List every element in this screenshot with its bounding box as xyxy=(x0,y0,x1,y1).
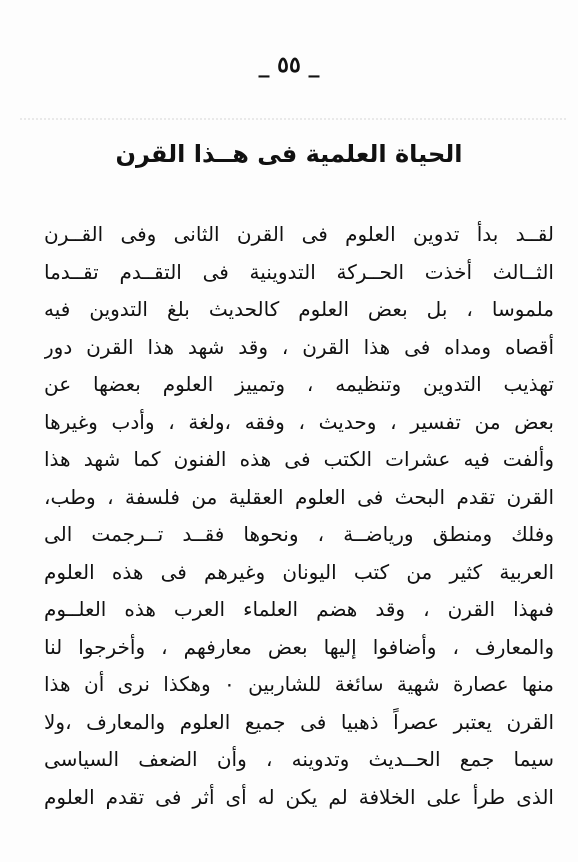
text-line: فىهذا القرن ، وقد هضم العلماء العرب هذه العلــوم xyxy=(44,597,554,621)
text-line: منها عصارة شهية سائغة للشاربين ٠ وهكذا نرى أن هذا xyxy=(44,672,554,696)
text-line: سيما جمع الحــديث وتدوينه ، وأن الضعف السياسى xyxy=(44,747,554,771)
text-line: ملموسا ، بل بعض العلوم كالحديث بلغ التدوين فيه xyxy=(44,297,554,321)
text-line: القرن تقدم البحث فى العلوم العقلية من فلسفة ، وطب، xyxy=(44,484,554,509)
page-number: _ ٥٥ _ xyxy=(258,52,320,78)
text-line: القرن يعتبر عصراً ذهبيا فى جميع العلوم والمعارف ،ولا xyxy=(44,709,554,734)
text-line: العربية كثير من كتب اليونان وغيرهم فى هذه العلوم xyxy=(44,559,554,584)
bleed-through-line xyxy=(20,118,566,134)
text-line: وألفت فيه عشرات الكتب فى هذه الفنون كما شهد هذا xyxy=(44,447,554,471)
text-line: والمعارف ، وأضافوا إليها بعض معارفهم ، وأخرجوا لنا xyxy=(44,634,554,659)
section-title: الحياة العلمية فى هــذا القرن xyxy=(115,140,463,168)
text-line: أقصاه ومداه فى هذا القرن ، وقد شهد هذا القرن دور xyxy=(44,334,554,359)
text-line: الثــالث أخذت الحــركة التدوينية فى التقــدم تقــدما xyxy=(44,259,554,284)
text-line: بعض من تفسير ، وحديث ، وفقه ،ولغة ، وأدب وغيرها xyxy=(44,409,554,434)
text-line: لقــد بدأ تدوين العلوم فى القرن الثانى وفى القــرن xyxy=(44,222,554,246)
text-line: وفلك ومنطق ورياضــة ، ونحوها فقــد تــرجمت الى xyxy=(44,522,554,546)
text-line: الذى طرأ على الخلافة لم يكن له أى أثر فى تقدم العلوم xyxy=(44,784,554,809)
text-line: تهذيب التدوين وتنظيمه ، وتمييز العلوم بعضها عن xyxy=(44,372,554,396)
body-text xyxy=(44,216,554,816)
